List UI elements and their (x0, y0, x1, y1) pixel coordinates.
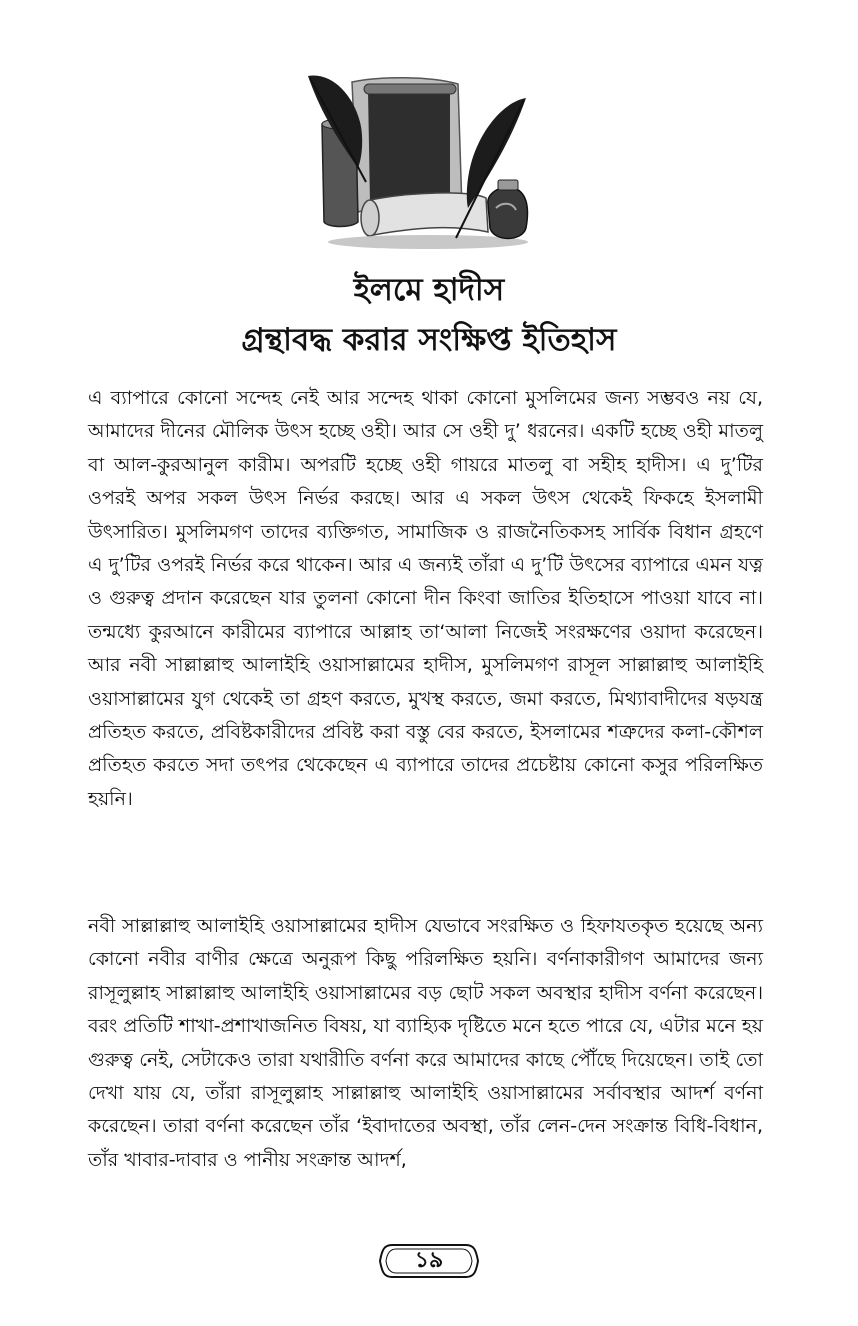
body-paragraph-2: নবী সাল্লাল্লাহু আলাইহি ওয়াসাল্লামের হাদীস যেভাবে সংরক্ষিত ও হিফাযতকৃত হয়েছে অন্য কোনো নবীর বাণীর ক্ষেত্রে অনুরূপ কিছু পরিলক্ষিত হয়নি। বর্ণনাকারীগণ আমাদের জন্য রাসূলুল্লাহ সাল্লাল্লাহু আলাইহি ওয়াসাল্লামের বড় ছোট সকল অবস্থার হাদীস বর্ণনা করেছেন। বরং প্রতিটি শাখা-প্রশাখাজনিত বিষয়, যা ব্যাহ্যিক দৃষ্টিতে মনে হতে পারে যে, এটার মনে হয় গুরুত্ব নেই, সেটাকেও তারা যথারীতি বর্ণনা করে আমাদের কাছে পৌঁছে দিয়েছেন। তাই তো দেখা যায় যে, তাঁরা রাসূলুল্লাহ সাল্লাল্লাহু আলাইহি ওয়াসাল্লামের সর্বাবস্থার আদর্শ বর্ণনা করেছেন। তারা বর্ণনা করেছেন তাঁর ‘ইবাদাতের অবস্থা, তাঁর লেন-দেন সংক্রান্ত বিধি-বিধান, তাঁর খাবার-দাবার ও পানীয় সংক্রান্ত আদর্শ, (88, 915, 763, 1171)
page-number: ১৯ (414, 1248, 444, 1273)
page-number-badge (378, 1242, 480, 1280)
page-title: ইলমে হাদীস (353, 272, 505, 308)
quill-scroll-inkwell-illustration (300, 72, 540, 252)
page-subtitle: গ্রন্থাবদ্ধ করার সংক্ষিপ্ত ইতিহাস (241, 322, 617, 358)
body-paragraph-1: এ ব্যাপারে কোনো সন্দেহ নেই আর সন্দেহ থাকা কোনো মুসলিমের জন্য সম্ভবও নয় যে, আমাদের দীনের মৌলিক উৎস হচ্ছে ওহী। আর সে ওহী দু’ ধরনের। একটি হচ্ছে ওহী মাতলু বা আল-কুরআনুল কারীম। অপরটি হচ্ছে ওহী গায়রে মাতলু বা সহীহ হাদীস। এ দু’টির ওপরই অপর সকল উৎস নির্ভর করছে। আর এ সকল উৎস থেকেই ফিকহে ইসলামী উৎসারিত। মুসলিমগণ তাদের ব্যক্তিগত, সামাজিক ও রাজনৈতিকসহ সার্বিক বিধান গ্রহণে এ দু’টির ওপরই নির্ভর করে থাকেন। আর এ জন্যই তাঁরা এ দু’টি উৎসের ব্যাপারে এমন যত্ন ও গুরুত্ব প্রদান করেছেন যার তুলনা কোনো দীন কিংবা জাতির ইতিহাসে পাওয়া যাবে না। তন্মধ্যে কুরআনে কারীমের ব্যাপারে আল্লাহ তা‘আলা নিজেই সংরক্ষণের ওয়াদা করেছেন। আর নবী সাল্লাল্লাহু আলাইহি ওয়াসাল্লামের হাদীস, মুসলিমগণ রাসূল সাল্লাল্লাহু আলাইহি ওয়াসাল্লামের যুগ থেকেই তা গ্রহণ করতে, মুখস্থ করতে, জমা করতে, মিথ্যাবাদীদের ষড়যন্ত্র প্রতিহত করতে, প্রবিষ্টকারীদের প্রবিষ্ট করা বস্তু বের করতে, ইসলামের শত্রুদের কলা-কৌশল প্রতিহত করতে সদা তৎপর থেকেছেন এ ব্যাপারে তাদের প্রচেষ্টায় কোনো কসুর পরিলক্ষিত হয়নি। (88, 387, 763, 810)
